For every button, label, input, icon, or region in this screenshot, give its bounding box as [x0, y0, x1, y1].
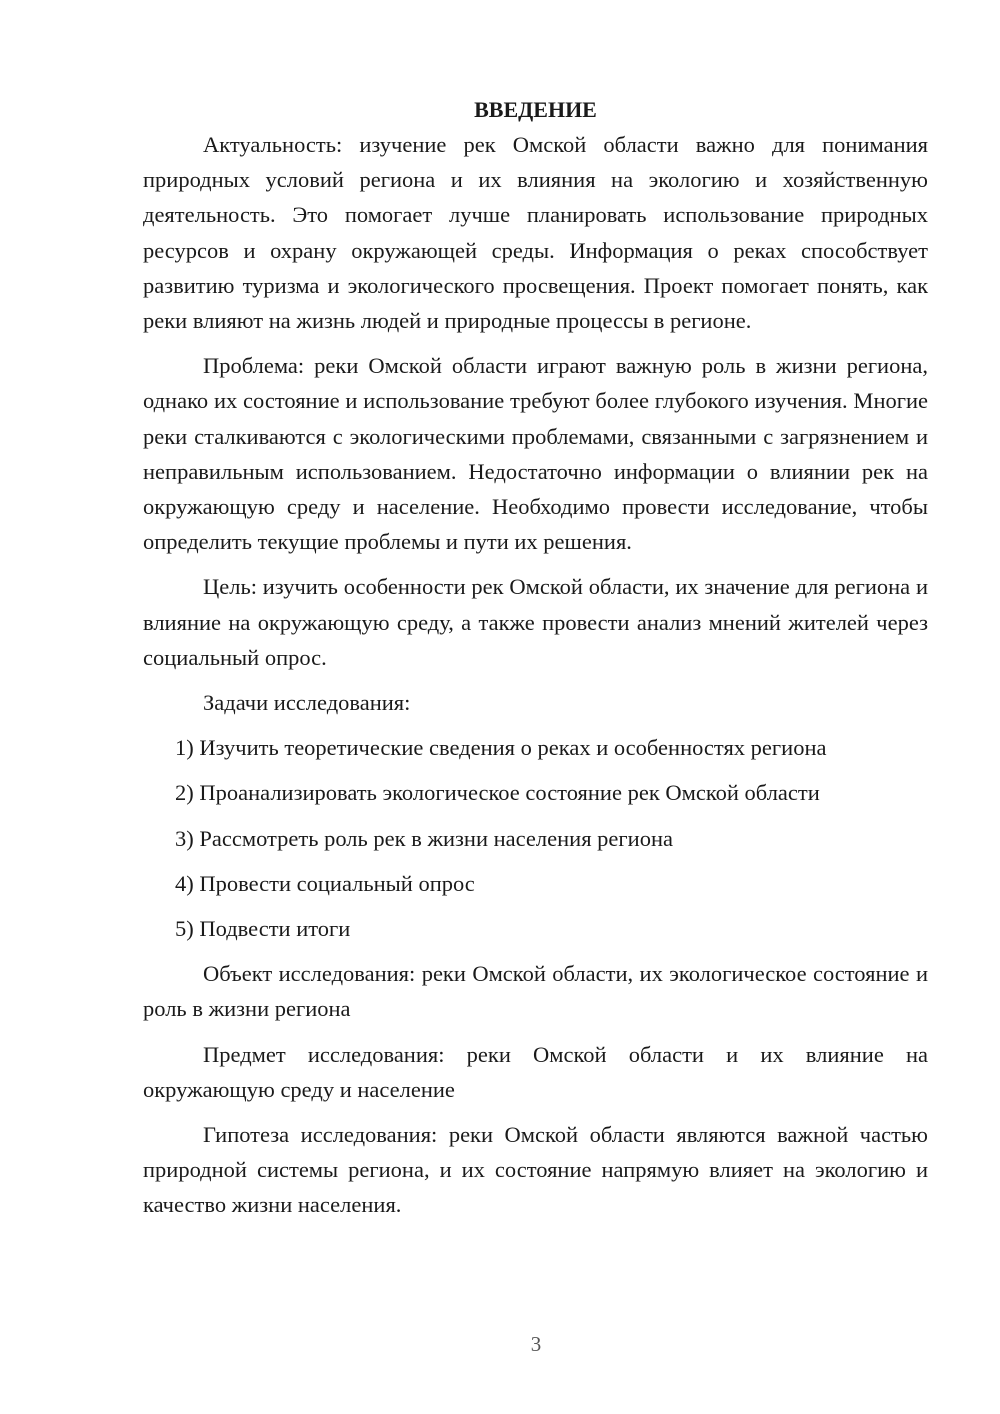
page-number: 3 [530, 1332, 542, 1356]
relevance-paragraph: Актуальность: изучение рек Омской области важно для понимания природных условий региона и их влияния на экологию и хозяйственную деятельность. Это помогает лучше планировать использование природных ресурсов и охрану окружающей среды. Информация о реках способствует развитию туризма и экологического просвещения. Проект помогает понять, как реки влияют на жизнь людей и природные процессы в регионе. [143, 132, 928, 334]
document-page [143, 92, 928, 1233]
task-item: 3) Рассмотреть роль рек в жизни населения региона [175, 825, 673, 851]
task-item: 2) Проанализировать экологическое состояние рек Омской области [175, 780, 820, 806]
tasks-list [143, 730, 928, 946]
task-item: 1) Изучить теоретические сведения о реках и особенностях региона [175, 735, 827, 761]
object-paragraph: Объект исследования: реки Омской области, их экологическое состояние и роль в жизни региона [143, 961, 928, 1022]
page-title: ВВЕДЕНИЕ [474, 97, 597, 122]
subject-paragraph: Предмет исследования: реки Омской области и их влияние на окружающую среду и население [143, 1041, 928, 1102]
goal-paragraph: Цель: изучить особенности рек Омской области, их значение для региона и влияние на окружающую среду, а также провести анализ мнений жителей через социальный опрос. [143, 574, 928, 670]
hypothesis-paragraph: Гипотеза исследования: реки Омской области являются важной частью природной системы региона, и их состояние напрямую влияет на экологию и качество жизни населения. [143, 1122, 928, 1218]
task-item: 5) Подвести итоги [175, 916, 351, 942]
tasks-heading: Задачи исследования: [203, 690, 411, 716]
problem-paragraph: Проблема: реки Омской области играют важную роль в жизни региона, однако их состояние и использование требуют более глубокого изучения. Многие реки сталкиваются с экологическими проблемами, связанными с загрязнением и неправильным использованием. Недостаточно информации о влиянии рек на окружающую среду и население. Необходимо провести исследование, чтобы определить текущие проблемы и пути их решения. [143, 353, 928, 555]
task-item: 4) Провести социальный опрос [175, 870, 475, 896]
